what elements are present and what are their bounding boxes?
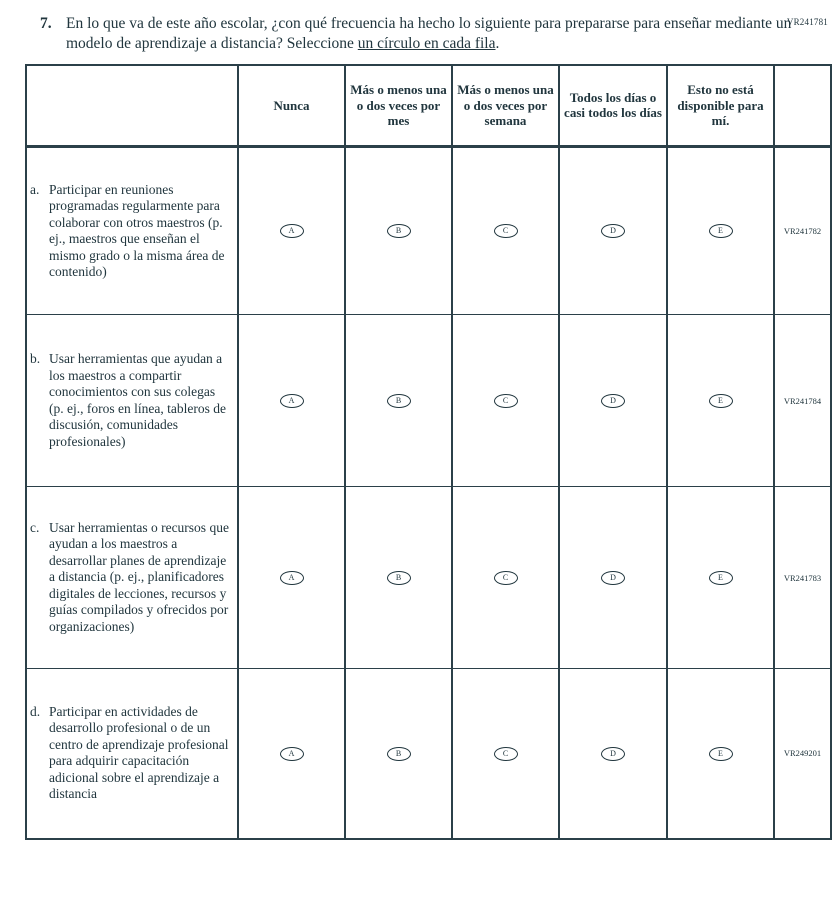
question-text-underlined: un círculo en cada fila [357, 34, 496, 52]
option-cell [667, 147, 774, 315]
option-cell [452, 315, 559, 487]
table-row [26, 315, 831, 487]
option-bubble-a[interactable]: A [280, 394, 304, 408]
row-letter: b. [30, 351, 41, 367]
option-bubble-c[interactable]: C [494, 571, 518, 585]
row-code: VR241784 [774, 315, 831, 487]
option-bubble-b[interactable]: B [387, 224, 411, 238]
option-bubble-e[interactable]: E [709, 571, 733, 585]
row-label [26, 315, 238, 487]
option-cell [559, 147, 667, 315]
option-cell [559, 669, 667, 839]
row-label [26, 669, 238, 839]
option-bubble-c[interactable]: C [494, 394, 518, 408]
row-label [26, 147, 238, 315]
option-cell [452, 669, 559, 839]
question-text-after: . [495, 34, 500, 52]
header-row [26, 65, 831, 147]
table-row [26, 669, 831, 839]
option-cell [667, 669, 774, 839]
option-cell [559, 487, 667, 669]
option-bubble-d[interactable]: D [601, 747, 625, 761]
option-bubble-a[interactable]: A [280, 224, 304, 238]
option-cell [345, 315, 452, 487]
option-bubble-c[interactable]: C [494, 224, 518, 238]
option-cell [238, 147, 345, 315]
questionnaire-page [0, 14, 840, 901]
column-header-empty [26, 65, 238, 147]
column-header-code [774, 65, 831, 147]
option-bubble-c[interactable]: C [494, 747, 518, 761]
option-bubble-b[interactable]: B [387, 571, 411, 585]
table-row [26, 487, 831, 669]
question-number: 7. [40, 15, 52, 32]
option-bubble-e[interactable]: E [709, 747, 733, 761]
row-text: Participar en actividades de desarrollo profesional o de un centro de aprendizaje profesional para adquirir capacitación adicional sobre el aprendizaje a distancia [49, 704, 229, 802]
column-header-nunca: Nunca [238, 65, 345, 147]
question-block [40, 14, 805, 54]
option-bubble-e[interactable]: E [709, 224, 733, 238]
question-text [66, 14, 805, 54]
option-cell [559, 315, 667, 487]
option-bubble-d[interactable]: D [601, 394, 625, 408]
option-bubble-a[interactable]: A [280, 747, 304, 761]
option-cell [238, 669, 345, 839]
table-row [26, 147, 831, 315]
option-cell [238, 487, 345, 669]
row-code: VR249201 [774, 669, 831, 839]
row-letter: a. [30, 181, 40, 197]
option-cell [345, 669, 452, 839]
option-cell [667, 315, 774, 487]
option-bubble-d[interactable]: D [601, 224, 625, 238]
form-code: VR241781 [786, 17, 828, 27]
row-label [26, 487, 238, 669]
option-cell [452, 487, 559, 669]
response-table [25, 64, 832, 840]
option-bubble-b[interactable]: B [387, 747, 411, 761]
row-code: VR241782 [774, 147, 831, 315]
row-code: VR241783 [774, 487, 831, 669]
column-header-monthly: Más o menos una o dos veces por mes [345, 65, 452, 147]
column-header-not-available: Esto no está disponible para mí. [667, 65, 774, 147]
question-text-before: En lo que va de este año escolar, ¿con qué frecuencia ha hecho lo siguiente para prepararse para enseñar mediante un modelo de aprendizaje a distancia? Seleccione [66, 15, 792, 52]
option-cell [667, 487, 774, 669]
row-letter: c. [30, 520, 40, 536]
option-cell [345, 147, 452, 315]
column-header-weekly: Más o menos una o dos veces por semana [452, 65, 559, 147]
option-cell [238, 315, 345, 487]
row-text: Usar herramientas o recursos que ayudan a los maestros a desarrollar planes de aprendizaje a distancia (p. ej., planificadores digitales de lecciones, recursos y guías compilados y ofrecidos por organizaciones) [49, 520, 229, 634]
option-bubble-d[interactable]: D [601, 571, 625, 585]
option-cell [452, 147, 559, 315]
column-header-daily: Todos los días o casi todos los días [559, 65, 667, 147]
option-bubble-e[interactable]: E [709, 394, 733, 408]
option-bubble-b[interactable]: B [387, 394, 411, 408]
row-text: Participar en reuniones programadas regularmente para colaborar con otros maestros (p. ej., maestros que enseñan el mismo grado o la misma área de contenido) [49, 181, 225, 280]
option-bubble-a[interactable]: A [280, 571, 304, 585]
row-letter: d. [30, 704, 41, 719]
row-text: Usar herramientas que ayudan a los maestros a compartir conocimientos con sus colegas (p. ej., foros en línea, tableros de discusión, comunidades profesionales) [49, 351, 226, 449]
option-cell [345, 487, 452, 669]
